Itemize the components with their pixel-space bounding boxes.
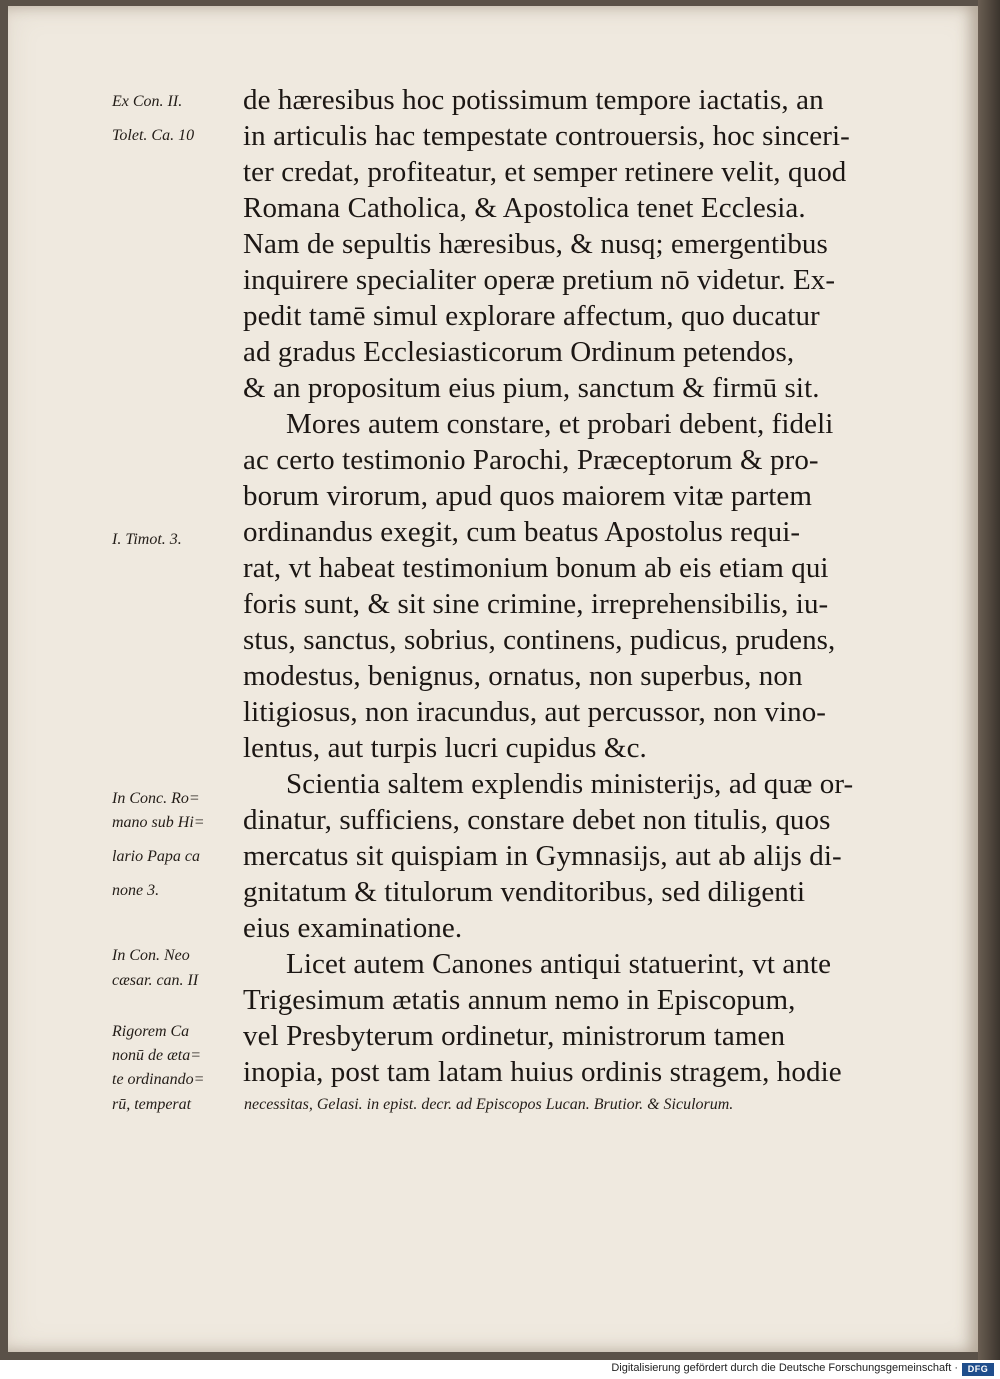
text-line: ter credat, profiteatur, et semper retinere velit, quod — [243, 156, 847, 188]
text-line: Scientia saltem explendis ministerijs, ad quæ or- — [286, 768, 854, 800]
text-line: de hæresibus hoc potissimum tempore iactatis, an — [243, 84, 824, 116]
margin-note: te ordinando= — [112, 1071, 205, 1088]
text-line: ordinandus exegit, cum beatus Apostolus requi- — [243, 516, 801, 548]
margin-note: I. Timot. 3. — [112, 531, 182, 548]
text-line: Trigesimum ætatis annum nemo in Episcopum, — [243, 984, 796, 1016]
text-line: & an propositum eius pium, sanctum & firmū sit. — [243, 372, 820, 404]
text-line: pedit tamē simul explorare affectum, quo ducatur — [243, 300, 820, 332]
margin-note: lario Papa ca — [112, 848, 200, 865]
margin-note: cæsar. can. II — [112, 972, 199, 989]
margin-note: In Conc. Ro= — [112, 790, 200, 807]
text-line: litigiosus, non iracundus, aut percussor, non vino- — [243, 696, 827, 728]
margin-note: nonū de æta= — [112, 1047, 202, 1064]
margin-note: Rigorem Ca — [112, 1023, 190, 1040]
text-line: mercatus sit quispiam in Gymnasijs, aut ab alijs di- — [243, 840, 842, 872]
text-line: ad gradus Ecclesiasticorum Ordinum petendos, — [243, 336, 795, 368]
citation-note: necessitas, Gelasi. in epist. decr. ad Episcopos Lucan. Brutior. & Siculorum. — [244, 1096, 734, 1113]
text-line: eius examinatione. — [243, 912, 463, 944]
text-line: gnitatum & titulorum venditoribus, sed diligenti — [243, 876, 806, 908]
funding-credit: Digitalisierung gefördert durch die Deutsche Forschungsgemeinschaft · — [611, 1362, 958, 1374]
text-line: modestus, benignus, ornatus, non superbus, non — [243, 660, 803, 692]
margin-note: Tolet. Ca. 10 — [112, 127, 195, 144]
text-line: lentus, aut turpis lucri cupidus &c. — [243, 732, 647, 764]
text-line: Nam de sepultis hæresibus, & nusq; emergentibus — [243, 228, 828, 260]
margin-note: none 3. — [112, 882, 160, 899]
dfg-logo-icon: DFG — [962, 1363, 994, 1376]
margin-note: mano sub Hi= — [112, 814, 205, 831]
margin-note: In Con. Neo — [112, 947, 190, 964]
text-line: rat, vt habeat testimonium bonum ab eis etiam qui — [243, 552, 829, 584]
text-line: borum virorum, apud quos maiorem vitæ partem — [243, 480, 812, 512]
margin-note: Ex Con. II. — [112, 93, 183, 110]
text-line: Romana Catholica, & Apostolica tenet Ecclesia. — [243, 192, 806, 224]
footer-bar — [0, 1360, 1000, 1379]
margin-note: rū, temperat — [112, 1096, 192, 1113]
text-line: dinatur, sufficiens, constare debet non titulis, quos — [243, 804, 831, 836]
text-line: inopia, post tam latam huius ordinis stragem, hodie — [243, 1056, 842, 1088]
text-line: Mores autem constare, et probari debent, fideli — [286, 408, 834, 440]
text-line: stus, sanctus, sobrius, continens, pudicus, prudens, — [243, 624, 836, 656]
text-line: in articulis hac tempestate controuersis, hoc sinceri- — [243, 120, 850, 152]
text-line: inquirere specialiter operæ pretium nō videtur. Ex- — [243, 264, 836, 296]
text-line: Licet autem Canones antiqui statuerint, vt ante — [286, 948, 832, 980]
text-line: vel Presbyterum ordinetur, ministrorum tamen — [243, 1020, 786, 1052]
text-line: foris sunt, & sit sine crimine, irreprehensibilis, iu- — [243, 588, 829, 620]
text-line: ac certo testimonio Parochi, Præceptorum & pro- — [243, 444, 819, 476]
